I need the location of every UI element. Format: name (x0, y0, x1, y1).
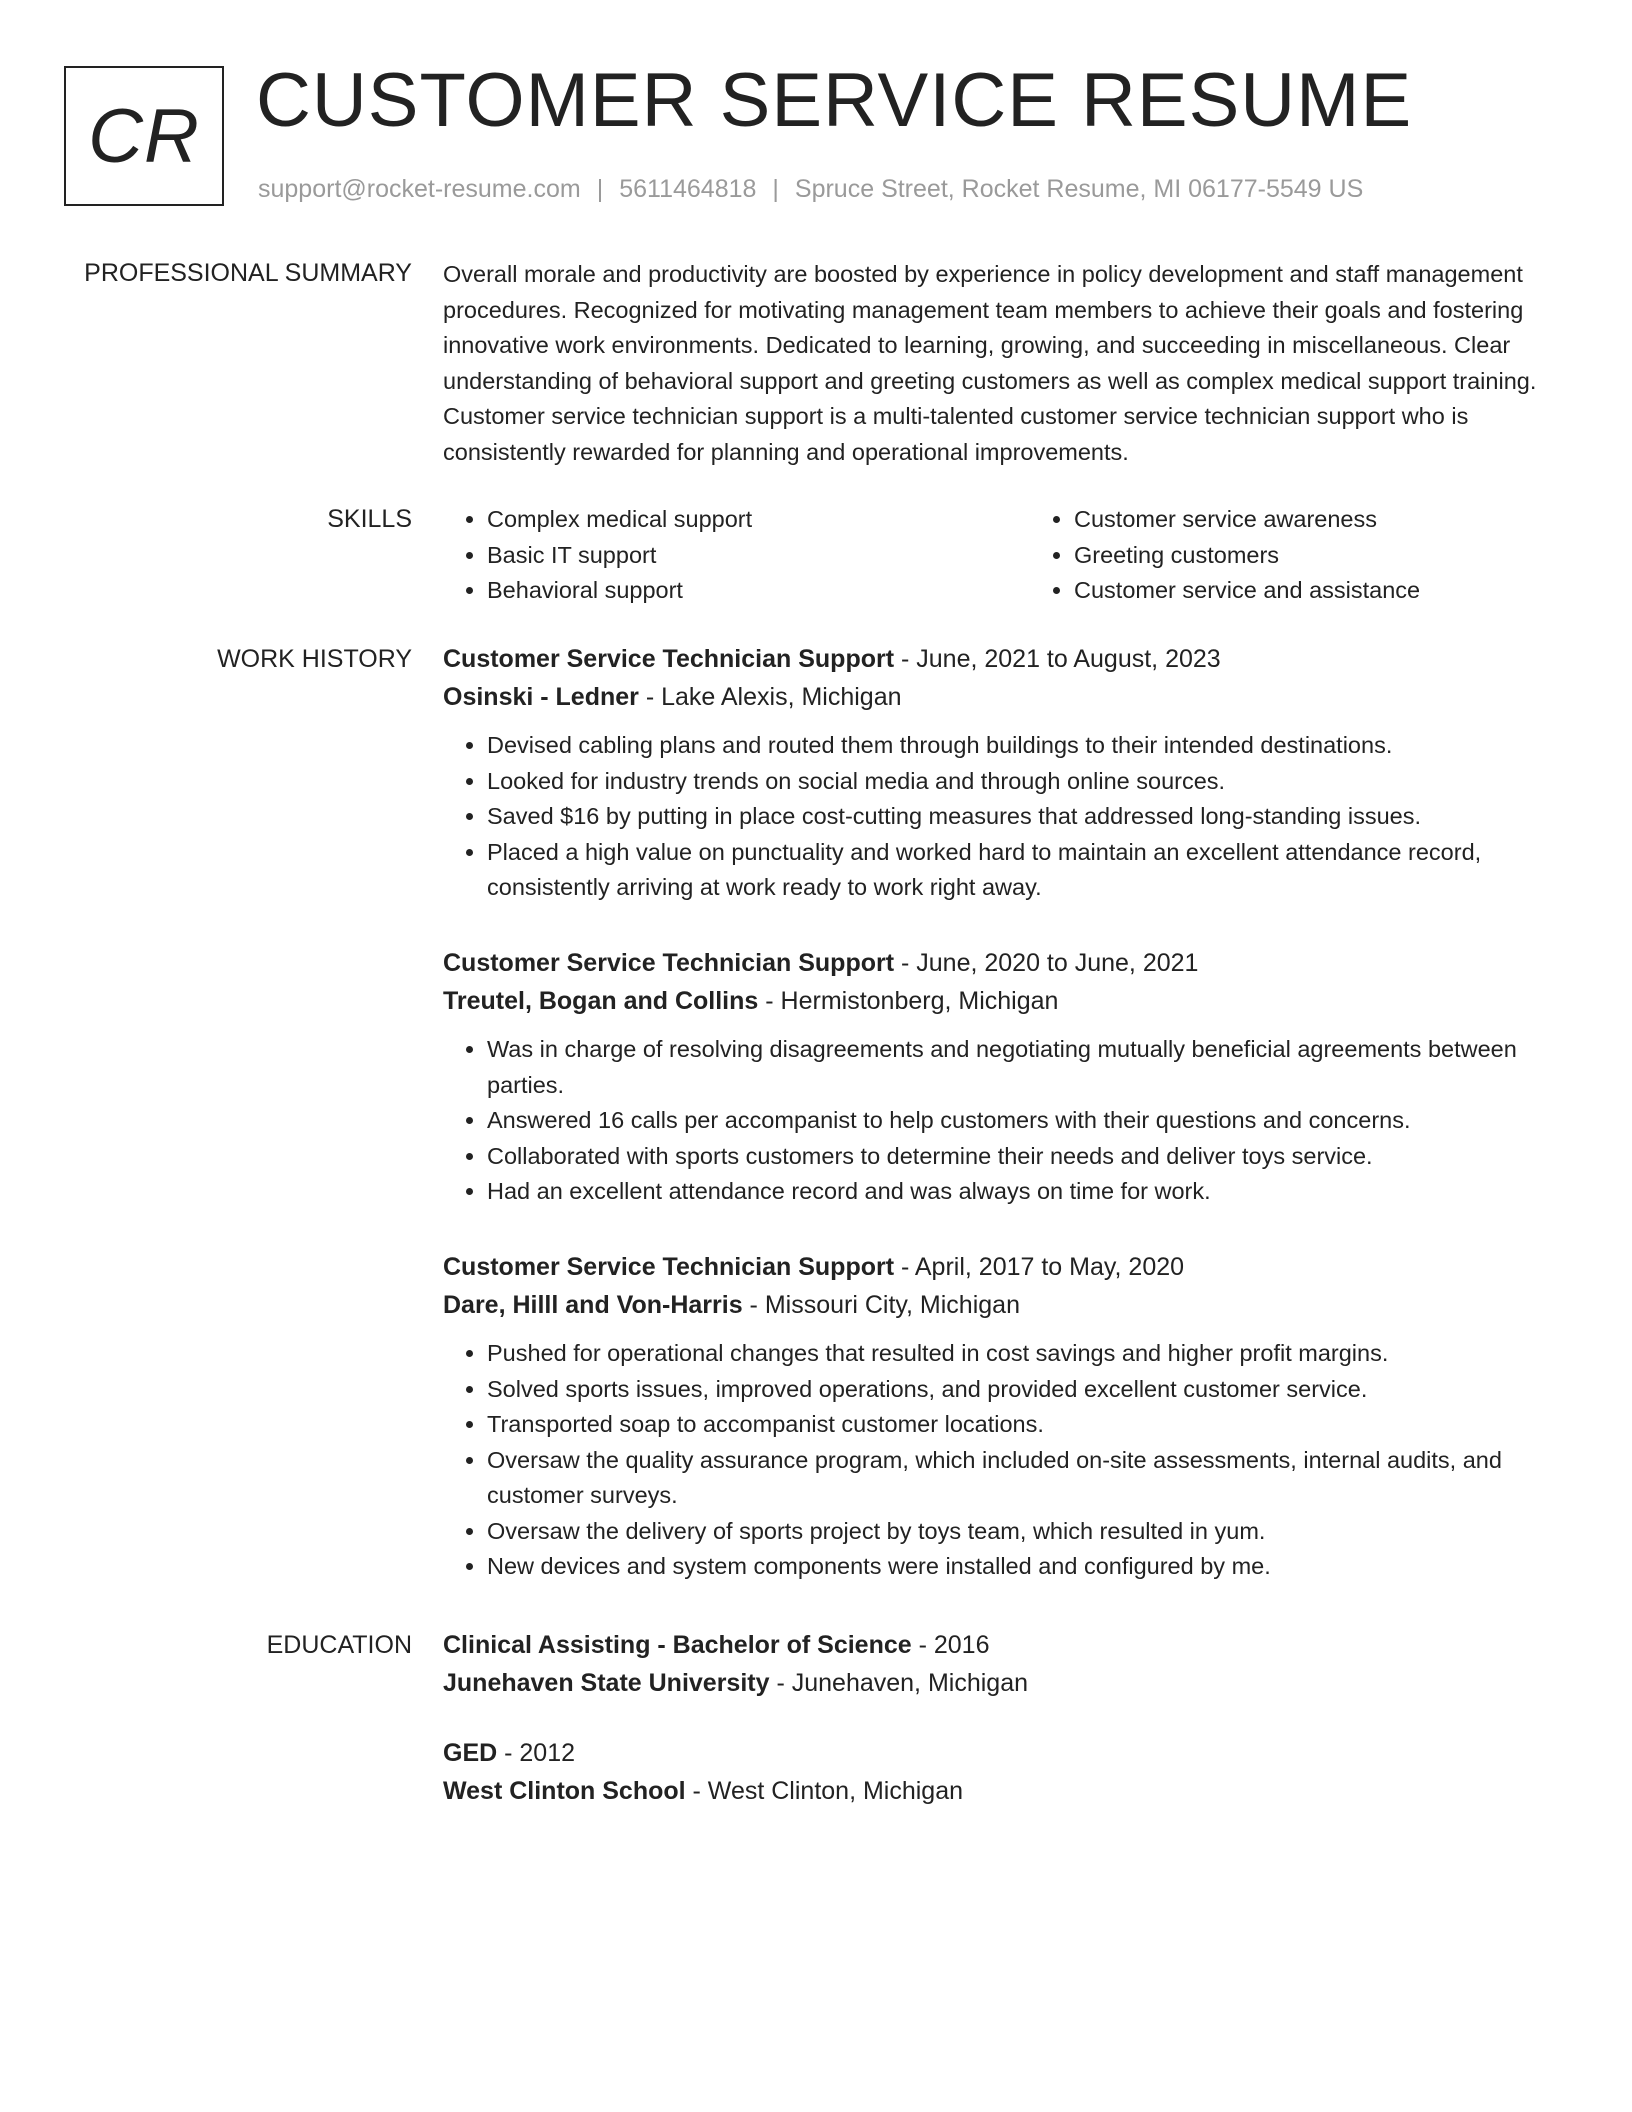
summary-label: PROFESSIONAL SUMMARY (84, 259, 412, 287)
education-degree: Clinical Assisting - Bachelor of Science (443, 1631, 912, 1659)
skill-item: • Basic IT support (487, 538, 986, 574)
job-location: - Missouri City, Michigan (742, 1291, 1020, 1319)
job-company-line (443, 1286, 1573, 1324)
job-bullet: • Pushed for operational changes that resulted in cost savings and higher profit margins. (487, 1336, 1573, 1372)
education-school: West Clinton School (443, 1777, 686, 1805)
job-bullet: • Was in charge of resolving disagreements and negotiating mutually beneficial agreements between parties. (487, 1032, 1573, 1103)
contact-line (258, 172, 1363, 206)
skill-item: • Complex medical support (487, 502, 986, 538)
education-year: - 2012 (497, 1739, 576, 1767)
job-company: Treutel, Bogan and Collins (443, 987, 759, 1015)
job-bullet: • Devised cabling plans and routed them through buildings to their intended destinations. (487, 728, 1573, 764)
job-title: Customer Service Technician Support (443, 645, 895, 673)
job-location: - Hermistonberg, Michigan (758, 987, 1059, 1015)
summary-text: Overall morale and productivity are boosted by experience in policy development and staff management procedures. Recognized for motivating management team members to achieve their goals and fostering innovative work environments. Dedicated to learning, growing, and succeeding in miscellaneous. Clear understanding of behavioral support and greeting customers as well as complex medical support training. Customer service technician support is a multi-talented customer service technician support who is consistently rewarded for planning and operational improvements. (443, 261, 1537, 465)
job-company-line (443, 678, 1573, 716)
summary-body (443, 257, 1573, 470)
job-bullet: • Oversaw the quality assurance program, which included on-site assessments, internal audits, and customer surveys. (487, 1443, 1573, 1514)
job-bullets (443, 1336, 1573, 1585)
education-school-line (443, 1772, 1573, 1810)
skill-item: • Customer service awareness (1074, 502, 1573, 538)
job-title-line (443, 1248, 1573, 1286)
education-school-line (443, 1664, 1573, 1702)
skills-label: SKILLS (327, 505, 412, 533)
contact-phone[interactable]: 5611464818 (619, 175, 757, 203)
skills-column-1 (443, 502, 986, 609)
job-entry (443, 944, 1573, 1210)
job-title-line (443, 944, 1573, 982)
job-bullet: • Collaborated with sports customers to determine their needs and deliver toys service. (487, 1139, 1573, 1175)
job-bullet: • Looked for industry trends on social media and through online sources. (487, 764, 1573, 800)
job-bullet: • Oversaw the delivery of sports project by toys team, which resulted in yum. (487, 1514, 1573, 1550)
skill-item: • Greeting customers (1074, 538, 1573, 574)
job-dates: - June, 2020 to June, 2021 (894, 949, 1199, 977)
education-location: - Junehaven, Michigan (769, 1669, 1028, 1697)
job-bullet: • Answered 16 calls per accompanist to help customers with their questions and concerns. (487, 1103, 1573, 1139)
skill-item: • Behavioral support (487, 573, 986, 609)
contact-address: Spruce Street, Rocket Resume, MI 06177-5549 US (794, 175, 1364, 203)
job-title: Customer Service Technician Support (443, 949, 895, 977)
job-bullet: • New devices and system components were installed and configured by me. (487, 1549, 1573, 1585)
education-location: - West Clinton, Michigan (685, 1777, 964, 1805)
job-bullet: • Had an excellent attendance record and was always on time for work. (487, 1174, 1573, 1210)
job-title: Customer Service Technician Support (443, 1253, 895, 1281)
job-bullet: • Placed a high value on punctuality and worked hard to maintain an excellent attendance record, consistently arriving at work ready to work right away. (487, 835, 1573, 906)
education-degree: GED (443, 1739, 498, 1767)
monogram-logo: CR (64, 66, 224, 206)
job-bullet: • Transported soap to accompanist customer locations. (487, 1407, 1573, 1443)
job-bullet: • Saved $16 by putting in place cost-cutting measures that addressed long-standing issues. (487, 799, 1573, 835)
job-title-line (443, 640, 1573, 678)
contact-separator: | (596, 175, 604, 203)
job-bullets (443, 728, 1573, 906)
job-entry (443, 1248, 1573, 1585)
contact-separator: | (772, 175, 779, 203)
skill-item: • Customer service and assistance (1074, 573, 1573, 609)
education-degree-line (443, 1734, 1573, 1772)
education-entry (443, 1626, 1573, 1702)
resume-title: CUSTOMER SERVICE RESUME (256, 58, 1413, 143)
job-bullets (443, 1032, 1573, 1210)
job-dates: - June, 2021 to August, 2023 (894, 645, 1221, 673)
skills-body (443, 502, 1573, 609)
work-history-label: WORK HISTORY (217, 645, 412, 673)
education-label: EDUCATION (266, 1631, 412, 1659)
education-entry (443, 1734, 1573, 1810)
education-degree-line (443, 1626, 1573, 1664)
job-company: Dare, Hilll and Von-Harris (443, 1291, 743, 1319)
education-school: Junehaven State University (443, 1669, 770, 1697)
job-company: Osinski - Ledner (443, 683, 639, 711)
job-dates: - April, 2017 to May, 2020 (894, 1253, 1185, 1281)
education-year: - 2016 (911, 1631, 990, 1659)
contact-email[interactable]: support@rocket-resume.com (258, 175, 581, 203)
skills-list (443, 502, 1573, 609)
skills-column-2 (1030, 502, 1573, 609)
job-location: - Lake Alexis, Michigan (638, 683, 902, 711)
job-bullet: • Solved sports issues, improved operations, and provided excellent customer service. (487, 1372, 1573, 1408)
job-company-line (443, 982, 1573, 1020)
job-entry (443, 640, 1573, 906)
